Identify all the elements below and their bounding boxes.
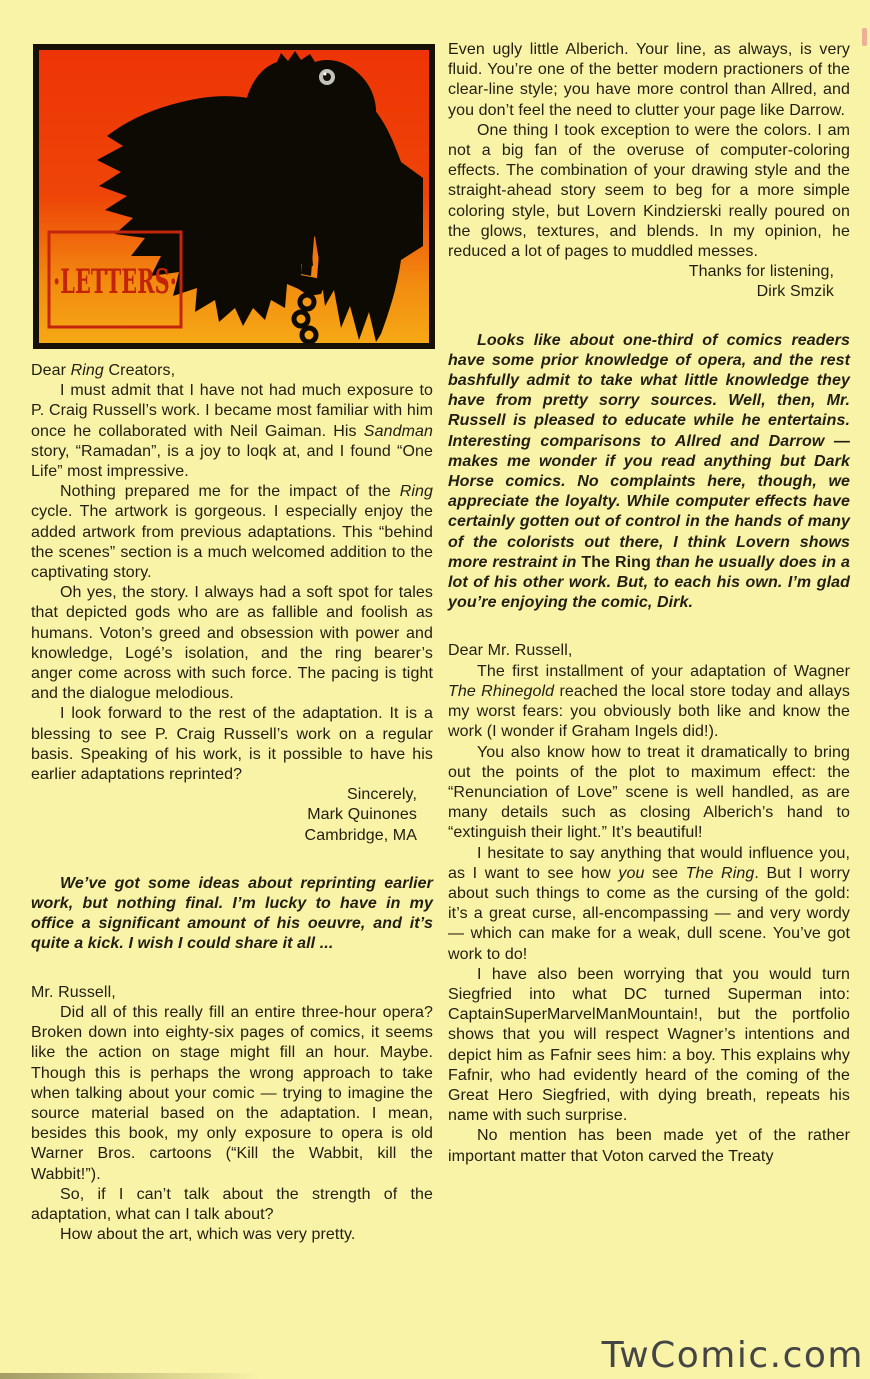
raven-illustration (39, 50, 429, 343)
letter-paragraph: Oh yes, the story. I always had a soft spot for tales that depicted gods who are as fallible and foolish as humans. Voton’s greed and obsession with power and knowledge, Logé’s isolation, and the ring bearer’s anger come across with such force. The pacing is tight and the dialogue melodious. (31, 584, 433, 703)
letters-header-art (33, 44, 435, 349)
letter-paragraph: I must admit that I have not had much exposure to P. Craig Russell’s work. I became most familiar with him once he collaborated with Neil Gaiman. His Sandman story, “Ramadan”, is a joy to loqk at, and I found “One Life” most impressive. (31, 382, 433, 481)
letter-paragraph: I look forward to the rest of the adaptation. It is a blessing to see P. Craig Russell’s work on a regular basis. Speaking of his work, is it possible to have his earlier adaptations reprinted? (31, 705, 433, 784)
letters-title: ·LETTERS· (53, 262, 177, 302)
letter-paragraph: One thing I took exception to were the colors. I am not a big fan of the overuse of computer-coloring effects. The combination of your drawing style and the straight-ahead story seem to beg for a more simple coloring style, but Lovern Kindzierski really poured on the glows, textures, and blends. In my opinion, he reduced a lot of pages to muddled messes. (448, 121, 850, 261)
raven-eye (319, 69, 335, 85)
signoff-line: Sincerely, (346, 786, 417, 804)
reply-paragraph: We’ve got some ideas about reprinting earlier work, but nothing final. I’m lucky to have in my office a significant amount of his oeuvre, and it’s quite a kick. I wish I could share it all ... (31, 874, 433, 953)
scan-shadow (0, 1373, 260, 1379)
letter-dirk-smzik-part1 (31, 983, 433, 1246)
letter-signoff (448, 262, 850, 302)
letter-signoff (31, 785, 433, 846)
letter-mark-quinones (31, 361, 433, 846)
reply-paragraph: Looks like about one-third of comics readers have some prior knowledge of opera, and the rest bashfully admit to take what little knowledge they have from pretty sorry sources. Well, then, Mr. Russell is pleased to educate while he entertains. Interesting comparisons to Allred and Darrow — makes me wonder if you read anything but Dark Horse comics. No complaints here, though, we appreciate the loyalty. While computer effects have certainly gotten out of control in the hands of many of the colorists out there, I think Lovern shows more restraint in The Ring than he usually does in a lot of his other work. But, to each his own. I’m glad you’re enjoying the comic, Dirk. (448, 331, 850, 612)
letter-paragraph: I have also been worrying that you would turn Siegfried into what DC turned Superman into: CaptainSuperMarvelManMountain!, but the portfolio shows that you will respect Wagner’s intentions and depict him as Fafnir sees him: a boy. This explains why Fafnir, who had evidently heard of the coming of the Great Hero Siegfried, with dying breath, repeats his name with such surprise. (448, 965, 850, 1125)
letter-paragraph: No mention has been made yet of the rather important matter that Voton carved the Treaty (448, 1127, 850, 1165)
letter-paragraph: You also know how to treat it dramatically to bring out the points of the plot to maximum effect: the “Renunciation of Love” scene is well handled, as are many details such as closing Alberich’s hand to “extinguish their light.” It’s beautiful! (448, 743, 850, 842)
letter-salutation: Dear Ring Creators, (31, 362, 176, 379)
signoff-location: Cambridge, MA (304, 826, 417, 844)
letter-paragraph: So, if I can’t talk about the strength of the adaptation, what can I talk about? (31, 1185, 433, 1223)
letter-paragraph: How about the art, which was very pretty. (60, 1226, 356, 1244)
left-column (31, 44, 433, 1245)
letter-salutation: Dear Mr. Russell, (448, 642, 573, 660)
letter-paragraph: Nothing prepared me for the impact of the Ring cycle. The artwork is gorgeous. I especially enjoy the added artwork from previous adaptations. This “behind the scenes” section is a much welcomed addition to the captivating story. (31, 483, 433, 582)
letter-paragraph: I hesitate to say anything that would influence you, as I want to see how you see The Ring. But I worry about such things to come as the cursing of the gold: it’s a great curse, all-encompassing — and very wordy — which can make for a weak, dull scene. You’ve got work to do! (448, 844, 850, 963)
letter-paragraph: The first installment of your adaptation of Wagner The Rhinegold reached the local store today and allays my worst fears: you obviously both like and know the work (I wonder if Graham Ingels did!). (448, 662, 850, 741)
letter-dirk-smzik-part2 (448, 40, 850, 303)
letter-paragraph: Did all of this really fill an entire three-hour opera? Broken down into eighty-six pages of comics, it seems like the action on stage might fill an hour. Maybe. Though this is perhaps the wrong approach to take when talking about your comic — trying to imagine the source material based on the adaptation. I mean, besides this book, my only exposure to opera is old Warner Bros. cartoons (“Kill the Wabbit, kill the Wabbit!”). (31, 1003, 433, 1183)
editor-reply-2 (448, 331, 850, 614)
signoff-name: Mark Quinones (307, 806, 417, 824)
right-column (448, 40, 850, 1167)
letter-rhinegold-reader (448, 641, 850, 1166)
editor-reply-1 (31, 874, 433, 955)
letter-paragraph: Even ugly little Alberich. Your line, as always, is very fluid. You’re one of the better modern practioners of the clear-line style; you have more control than Allred, and you don’t feel the need to clutter your page like Darrow. (448, 41, 850, 119)
signoff-line: Thanks for listening, (688, 263, 834, 281)
scan-artifact (862, 28, 867, 46)
signoff-name: Dirk Smzik (756, 283, 834, 301)
letter-salutation: Mr. Russell, (31, 983, 116, 1001)
watermark: TwComic.com (601, 1335, 864, 1376)
